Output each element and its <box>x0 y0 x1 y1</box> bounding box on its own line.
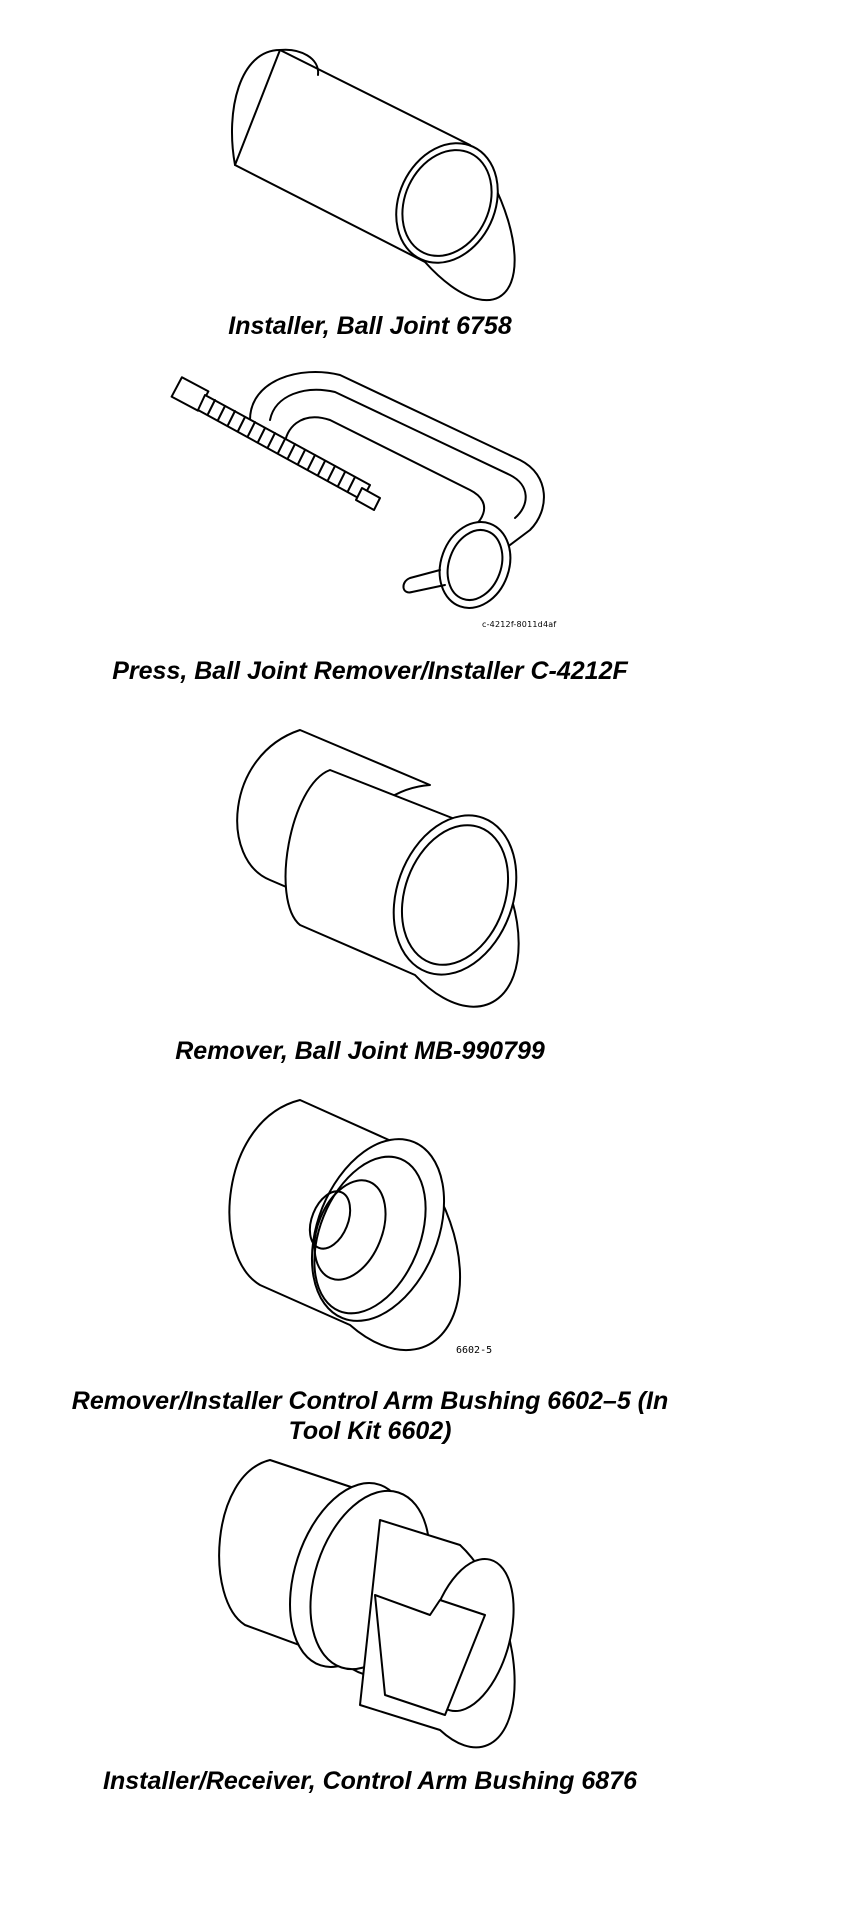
caption-press-c4212f: Press, Ball Joint Remover/Installer C-4212F <box>112 657 628 685</box>
caption-bushing-6602-5-line1: Remover/Installer Control Arm Bushing 6602–5 (In <box>71 1387 669 1415</box>
caption-installer-6758: Installer, Ball Joint 6758 <box>228 312 512 340</box>
caption-bushing-6602-5-line2: Tool Kit 6602) <box>288 1417 452 1445</box>
bushing-receiver-icon <box>219 1460 529 1747</box>
figure-code-6602-5: 6602-5 <box>456 1345 493 1356</box>
caption-installer-receiver-6876: Installer/Receiver, Control Arm Bushing 6876 <box>103 1767 637 1795</box>
caption-remover-mb990799: Remover, Ball Joint MB-990799 <box>175 1037 545 1065</box>
figure-code-c4212f: c-4212f-8011d4af <box>482 620 557 629</box>
